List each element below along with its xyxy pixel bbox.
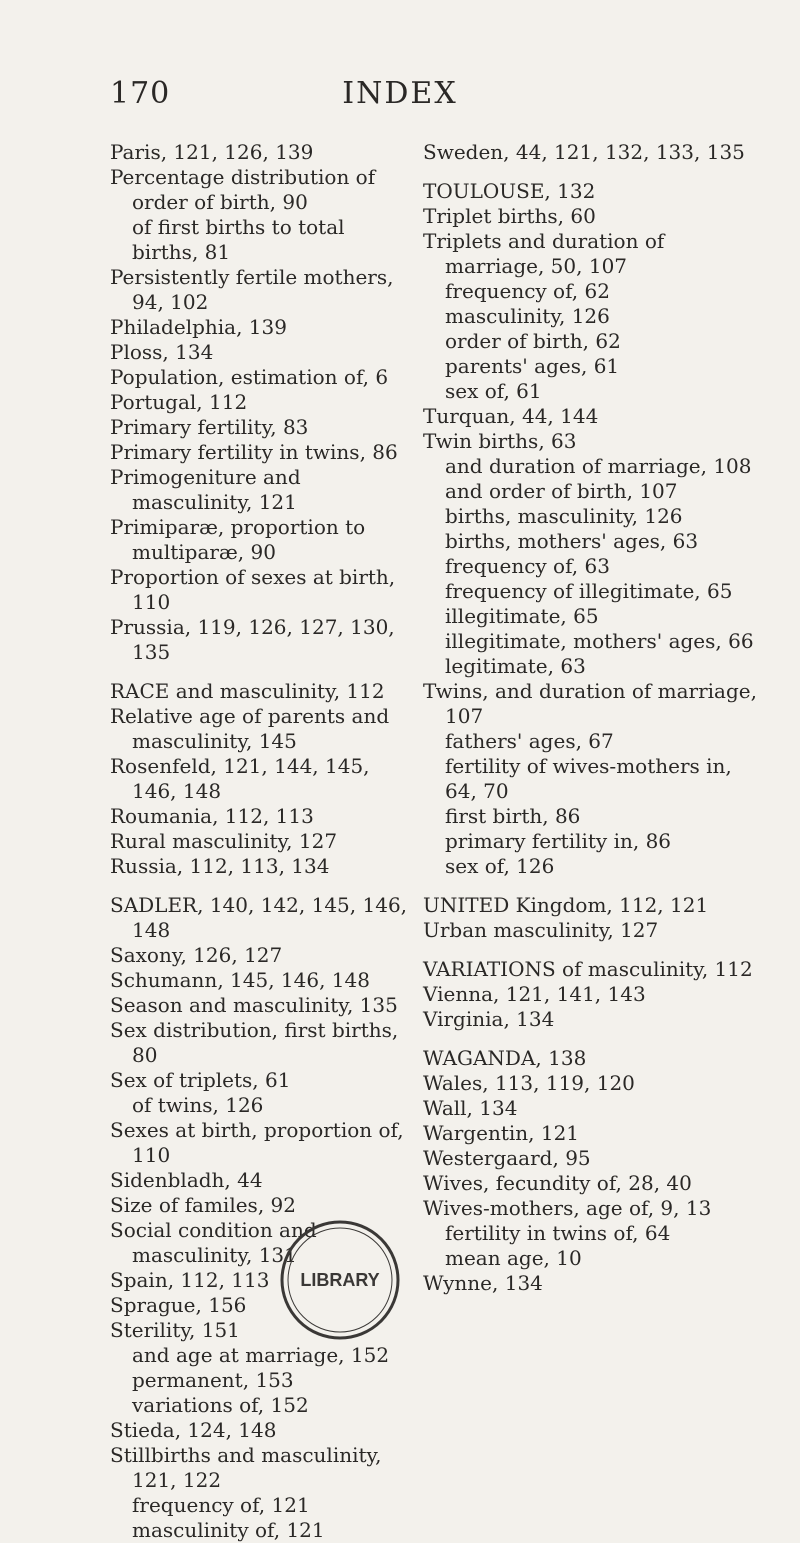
index-subentry: fathers' ages, 67 — [445, 729, 614, 753]
index-entry: Triplets and duration of marriage, 50, 107 — [423, 229, 665, 278]
index-entry: Sex of triplets, 61 — [110, 1068, 291, 1092]
index-subentry: permanent, 153 — [132, 1368, 294, 1392]
index-subentry: and duration of marriage, 108 — [445, 454, 752, 478]
index-entry: Russia, 112, 113, 134 — [110, 854, 330, 878]
index-entry: TOULOUSE, 132 — [423, 179, 596, 203]
index-entry: RACE and masculinity, 112 — [110, 679, 385, 703]
index-entry: Population, estimation of, 6 — [110, 365, 389, 389]
index-subentry: illegitimate, 65 — [445, 604, 599, 628]
index-column-right — [423, 140, 768, 1296]
index-subentry: and age at marriage, 152 — [132, 1343, 390, 1367]
index-entry: WAGANDA, 138 — [423, 1046, 587, 1070]
page-title: INDEX — [342, 76, 458, 111]
index-entry: Persistently fertile mothers, 94, 102 — [110, 265, 394, 314]
index-entry: UNITED Kingdom, 112, 121 — [423, 893, 709, 917]
index-entry: Wales, 113, 119, 120 — [423, 1071, 635, 1095]
index-subentry: frequency of, 121 — [132, 1493, 310, 1517]
index-entry: Spain, 112, 113 — [110, 1268, 270, 1292]
stamp-text: LIBRARY — [300, 1270, 380, 1290]
index-entry: Twins, and duration of marriage, 107 — [423, 679, 757, 728]
index-subentry: order of birth, 62 — [445, 329, 621, 353]
index-subentry: frequency of, 63 — [445, 554, 610, 578]
index-subentry: births, mothers' ages, 63 — [445, 529, 699, 553]
index-entry: Proportion of sexes at birth, 110 — [110, 565, 396, 614]
index-entry: Wives, fecundity of, 28, 40 — [423, 1171, 692, 1195]
index-subentry: of twins, 126 — [132, 1093, 264, 1117]
index-entry: SADLER, 140, 142, 145, 146, 148 — [110, 893, 408, 942]
index-entry: Twin births, 63 — [423, 429, 577, 453]
index-entry: Wives-mothers, age of, 9, 13 — [423, 1196, 712, 1220]
index-entry: Turquan, 44, 144 — [423, 404, 599, 428]
index-entry: Relative age of parents and masculinity, 145 — [110, 704, 390, 753]
index-subentry: first birth, 86 — [445, 804, 581, 828]
index-entry: Sterility, 151 — [110, 1318, 240, 1342]
page-number: 170 — [110, 76, 171, 111]
index-subentry: and order of birth, 107 — [445, 479, 678, 503]
index-subentry: births, masculinity, 126 — [445, 504, 683, 528]
index-subentry: fertility in twins of, 64 — [445, 1221, 671, 1245]
index-entry: Roumania, 112, 113 — [110, 804, 314, 828]
index-entry: Wynne, 134 — [423, 1271, 543, 1295]
index-subentry: primary fertility in, 86 — [445, 829, 672, 853]
index-subentry: frequency of illegitimate, 65 — [445, 579, 733, 603]
index-subentry: variations of, 152 — [132, 1393, 309, 1417]
index-entry: VARIATIONS of masculinity, 112 — [423, 957, 753, 981]
index-subentry: of first births to total births, 81 — [132, 215, 345, 264]
index-entry: Sprague, 156 — [110, 1293, 247, 1317]
index-entry: Primogeniture and masculinity, 121 — [110, 465, 301, 514]
library-stamp — [278, 1218, 402, 1342]
index-entry: Primary fertility in twins, 86 — [110, 440, 398, 464]
index-entry: Ploss, 134 — [110, 340, 214, 364]
index-entry: Sexes at birth, proportion of, 110 — [110, 1118, 404, 1167]
index-entry: Saxony, 126, 127 — [110, 943, 283, 967]
index-subentry: masculinity, 126 — [445, 304, 610, 328]
index-entry: Stieda, 124, 148 — [110, 1418, 277, 1442]
index-entry: Sweden, 44, 121, 132, 133, 135 — [423, 140, 745, 164]
index-entry: Philadelphia, 139 — [110, 315, 287, 339]
index-entry: Primiparæ, proportion to multiparæ, 90 — [110, 515, 366, 564]
index-entry: Social condition and masculinity, 131 — [110, 1218, 317, 1267]
index-entry: Urban masculinity, 127 — [423, 918, 659, 942]
index-subentry: mean age, 10 — [445, 1246, 582, 1270]
index-entry: Prussia, 119, 126, 127, 130, 135 — [110, 615, 395, 664]
index-entry: Rosenfeld, 121, 144, 145, 146, 148 — [110, 754, 370, 803]
index-entry: Schumann, 145, 146, 148 — [110, 968, 370, 992]
index-entry: Triplet births, 60 — [423, 204, 596, 228]
index-entry: Portugal, 112 — [110, 390, 248, 414]
index-entry: Wargentin, 121 — [423, 1121, 580, 1145]
index-subentry: sex of, 61 — [445, 379, 542, 403]
index-subentry: illegitimate, mothers' ages, 66 — [445, 629, 754, 653]
index-subentry: masculinity of, 121 — [132, 1518, 325, 1542]
index-entry: Season and masculinity, 135 — [110, 993, 398, 1017]
index-entry: Sex distribution, first births, 80 — [110, 1018, 399, 1067]
index-entry: Rural masculinity, 127 — [110, 829, 338, 853]
index-entry: Primary fertility, 83 — [110, 415, 309, 439]
index-entry: Virginia, 134 — [423, 1007, 555, 1031]
index-entry: Percentage distribution of order of birth, 90 — [110, 165, 376, 214]
index-subentry: legitimate, 63 — [445, 654, 586, 678]
index-subentry: frequency of, 62 — [445, 279, 610, 303]
index-entry: Stillbirths and masculinity, 121, 122 — [110, 1443, 382, 1492]
index-entry: Paris, 121, 126, 139 — [110, 140, 314, 164]
index-entry: Wall, 134 — [423, 1096, 518, 1120]
index-subentry: fertility of wives-mothers in, 64, 70 — [445, 754, 732, 803]
index-subentry: sex of, 126 — [445, 854, 555, 878]
page-header — [0, 76, 800, 116]
index-entry: Sidenbladh, 44 — [110, 1168, 263, 1192]
index-entry: Size of familes, 92 — [110, 1193, 296, 1217]
index-entry: Vienna, 121, 141, 143 — [423, 982, 646, 1006]
index-subentry: parents' ages, 61 — [445, 354, 620, 378]
index-entry: Westergaard, 95 — [423, 1146, 591, 1170]
